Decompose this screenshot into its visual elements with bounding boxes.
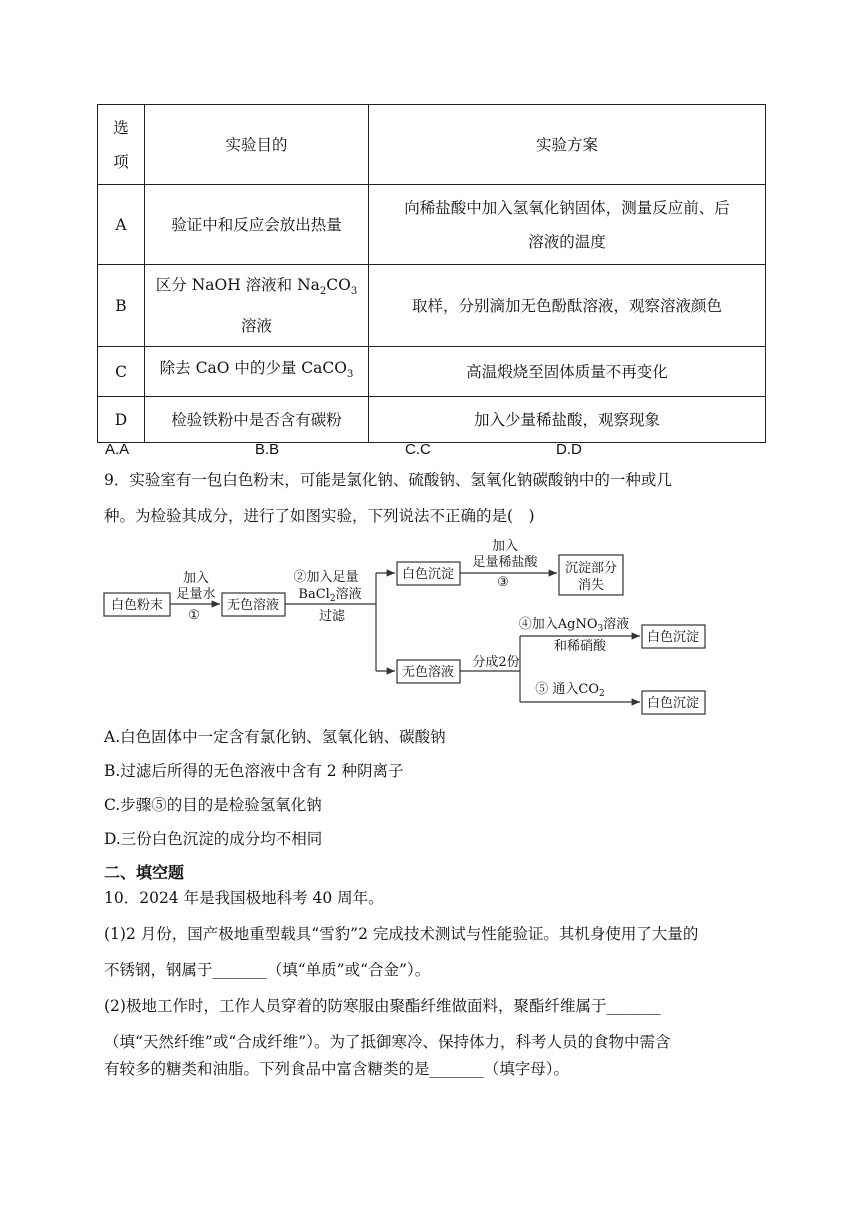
label-text: BaCl [298, 587, 330, 602]
subscript: 3 [597, 624, 604, 634]
label-result1-b: 消失 [577, 578, 605, 593]
q8-option-a[interactable]: A.A [105, 441, 130, 458]
label-white-precipitate-2: 白色沉淀 [646, 630, 700, 645]
q9-option-c[interactable]: C.步骤⑤的目的是检验氢氧化钠 [104, 796, 322, 814]
label-step2-c: 过滤 [318, 609, 346, 624]
subscript: 3 [346, 369, 354, 381]
subscript: 3 [350, 286, 358, 298]
q10-part2-line3: 有较多的糖类和油脂。下列食品中富含糖类的是_______（填字母）。 [104, 1060, 570, 1078]
header-purpose: 实验目的 [145, 105, 369, 185]
label-white-powder: 白色粉末 [110, 598, 164, 613]
label-white-precipitate-3: 白色沉淀 [646, 696, 700, 711]
label-text: ④加入AgNO [518, 617, 598, 632]
row-plan-line2: 溶液的温度 [528, 232, 606, 251]
q9-option-a[interactable]: A.白色固体中一定含有氯化钠、氢氧化钠、碳酸钠 [104, 728, 446, 746]
label-text: ⑤ 通入CO [535, 682, 600, 697]
purpose-text: 区分 NaOH 溶液和 Na [155, 275, 320, 294]
row-purpose: 验证中和反应会放出热量 [145, 185, 369, 265]
section-heading: 二、填空题 [104, 865, 185, 882]
label-step4-b: 和稀硝酸 [553, 639, 607, 654]
purpose-text: CO [326, 275, 351, 294]
label-split: 分成2份 [472, 655, 520, 670]
q8-option-d[interactable]: D.D [556, 441, 582, 458]
header-option-line1: 选 [113, 118, 129, 137]
row-plan: 取样，分别滴加无色酚酞溶液，观察溶液颜色 [369, 265, 766, 347]
q10-stem: 10．2024 年是我国极地科考 40 周年。 [104, 889, 384, 907]
subscript: 2 [319, 286, 327, 298]
label-step1-a: 加入 [182, 571, 210, 586]
subscript: 2 [599, 689, 605, 699]
header-option-line2: 项 [113, 152, 129, 171]
row-option: B [98, 265, 145, 347]
subscript: 2 [329, 594, 336, 604]
q10-part2-line1: (2)极地工作时，工作人员穿着的防寒服由聚酯纤维做面料，聚酯纤维属于_______ [104, 997, 661, 1015]
q10-part1-line2: 不锈钢，钢属于_______（填“单质”或“合金”）。 [104, 961, 431, 979]
row-purpose-line2: 溶液 [240, 317, 272, 336]
label-text: 溶液 [603, 617, 630, 632]
q10-part2-line2: （填“天然纤维”或“合成纤维”）。为了抵御寒冷、保持体力，科考人员的食物中需含 [104, 1033, 671, 1051]
label-step5 [535, 682, 604, 699]
row-plan: 高温煅烧至固体质量不再变化 [369, 347, 766, 397]
header-plan: 实验方案 [369, 105, 766, 185]
label-white-precipitate-1: 白色沉淀 [401, 567, 455, 582]
label-result1-a: 沉淀部分 [564, 561, 618, 576]
q10-part1-line1: (1)2 月份，国产极地重型载具“雪豹”2 完成技术测试与性能验证。其机身使用了大量的 [104, 925, 699, 943]
row-plan-line1: 向稀盐酸中加入氢氧化钠固体，测量反应前、后 [404, 198, 730, 217]
row-plan: 加入少量稀盐酸，观察现象 [369, 397, 766, 443]
label-colorless-solution-1: 无色溶液 [226, 598, 280, 613]
label-step3-c: ③ [497, 575, 509, 590]
label-step3-b: 足量稀盐酸 [472, 555, 538, 570]
label-step1-b: 足量水 [176, 587, 216, 602]
q8-option-b[interactable]: B.B [255, 441, 280, 458]
q9-stem-line2: 种。为检验其成分，进行了如图实验，下列说法不正确的是( ) [104, 507, 535, 525]
purpose-text: 除去 CaO 中的少量 CaCO [159, 358, 347, 377]
q9-option-b[interactable]: B.过滤后所得的无色溶液中含有 2 种阴离子 [104, 762, 404, 780]
label-step3-a: 加入 [491, 539, 519, 554]
label-text: 溶液 [335, 587, 362, 602]
label-step1-c: ① [188, 608, 200, 623]
row-purpose: 检验铁粉中是否含有碳粉 [145, 397, 369, 443]
label-step2-b [298, 586, 361, 604]
row-option: D [98, 397, 145, 443]
q8-option-c[interactable]: C.C [405, 441, 431, 458]
q9-stem-line1: 9．实验室有一包白色粉末，可能是氯化钠、硫酸钠、氢氧化钠碳酸钠中的一种或几 [104, 471, 672, 489]
label-colorless-solution-2: 无色溶液 [401, 665, 455, 680]
label-step4-a [519, 616, 630, 634]
row-option: C [98, 347, 145, 397]
row-option: A [98, 185, 145, 265]
label-step2-a: ②加入足量 [293, 570, 359, 585]
q9-option-d[interactable]: D.三份白色沉淀的成分均不相同 [104, 830, 323, 848]
